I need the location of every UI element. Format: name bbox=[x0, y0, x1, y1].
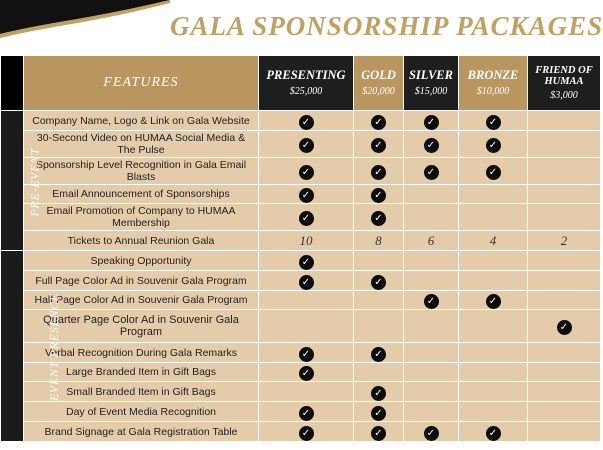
checkmark-icon: ✓ bbox=[424, 165, 439, 180]
feature-name: Company Name, Logo & Link on Gala Website bbox=[24, 111, 259, 131]
benefit-cell-bronze bbox=[459, 382, 528, 402]
benefit-cell-bronze bbox=[459, 185, 528, 204]
benefit-cell-gold bbox=[354, 204, 404, 231]
table-row bbox=[1, 422, 601, 442]
features-header: FEATURES bbox=[24, 56, 259, 111]
benefit-cell-presenting bbox=[259, 402, 354, 422]
ticket-count: 6 bbox=[427, 232, 435, 248]
checkmark-icon: ✓ bbox=[486, 294, 501, 309]
benefit-cell-friend-of-humaa bbox=[528, 422, 601, 442]
benefit-cell-friend-of-humaa bbox=[528, 131, 601, 158]
feature-name: Day of Event Media Recognition bbox=[24, 402, 259, 422]
benefit-cell-silver bbox=[404, 363, 459, 382]
table-row bbox=[1, 231, 601, 251]
feature-name: Email Promotion of Company to HUMAA Membership bbox=[24, 204, 259, 231]
checkmark-icon: ✓ bbox=[486, 165, 501, 180]
table-row bbox=[1, 111, 601, 131]
benefit-cell-bronze bbox=[459, 204, 528, 231]
benefit-cell-silver bbox=[404, 402, 459, 422]
benefit-cell-gold bbox=[354, 271, 404, 291]
table-row bbox=[1, 251, 601, 271]
checkmark-icon: ✓ bbox=[486, 426, 501, 441]
tier-name: PRESENTING bbox=[266, 68, 346, 83]
checkmark-icon: ✓ bbox=[299, 138, 314, 153]
checkmark-icon: ✓ bbox=[371, 426, 386, 441]
tier-header-presenting bbox=[259, 56, 354, 111]
tier-header-silver bbox=[404, 56, 459, 111]
benefit-cell-silver bbox=[404, 291, 459, 310]
tier-name: BRONZE bbox=[467, 68, 519, 83]
sponsorship-table bbox=[0, 55, 600, 450]
checkmark-icon: ✓ bbox=[371, 347, 386, 362]
checkmark-icon: ✓ bbox=[371, 275, 386, 290]
benefit-cell-gold bbox=[354, 363, 404, 382]
benefit-cell-presenting bbox=[259, 111, 354, 131]
benefit-cell-friend-of-humaa bbox=[528, 271, 601, 291]
benefit-cell-gold bbox=[354, 402, 404, 422]
page-title: GALA SPONSORSHIP PACKAGES bbox=[170, 11, 603, 41]
benefit-cell-friend-of-humaa bbox=[528, 382, 601, 402]
benefit-cell-presenting bbox=[259, 131, 354, 158]
table-row bbox=[1, 343, 601, 363]
benefit-cell-silver bbox=[404, 251, 459, 271]
benefit-cell-silver bbox=[404, 204, 459, 231]
feature-name: Verbal Recognition During Gala Remarks bbox=[24, 343, 259, 363]
header-corner bbox=[1, 56, 24, 111]
feature-name: Brand Signage at Gala Registration Table bbox=[24, 422, 259, 442]
checkmark-icon: ✓ bbox=[299, 275, 314, 290]
ticket-count: 8 bbox=[375, 232, 382, 248]
checkmark-icon: ✓ bbox=[299, 165, 314, 180]
benefit-cell-bronze bbox=[459, 363, 528, 382]
benefit-cell-presenting bbox=[259, 204, 354, 231]
benefit-cell-gold bbox=[354, 158, 404, 185]
decorative-swoosh bbox=[0, 0, 170, 45]
benefit-cell-silver bbox=[404, 185, 459, 204]
table-row bbox=[1, 382, 601, 402]
tier-name: SILVER bbox=[408, 68, 453, 83]
benefit-cell-friend-of-humaa bbox=[528, 251, 601, 271]
benefit-cell-friend-of-humaa bbox=[528, 402, 601, 422]
benefit-cell-gold bbox=[354, 231, 404, 251]
benefit-cell-gold bbox=[354, 185, 404, 204]
benefit-cell-silver bbox=[404, 231, 459, 251]
benefit-cell-bronze bbox=[459, 291, 528, 310]
checkmark-icon: ✓ bbox=[371, 386, 386, 401]
benefit-cell-gold bbox=[354, 310, 404, 343]
benefit-cell-presenting bbox=[259, 231, 354, 251]
benefit-cell-presenting bbox=[259, 363, 354, 382]
checkmark-icon: ✓ bbox=[371, 138, 386, 153]
checkmark-icon: ✓ bbox=[299, 366, 314, 381]
table-row bbox=[1, 271, 601, 291]
section-label-cell bbox=[1, 251, 62, 442]
benefit-cell-gold bbox=[354, 251, 404, 271]
benefit-cell-bronze bbox=[459, 231, 528, 251]
checkmark-icon: ✓ bbox=[371, 406, 386, 421]
benefit-cell-friend-of-humaa bbox=[528, 158, 601, 185]
benefit-cell-gold bbox=[354, 422, 404, 442]
benefit-cell-presenting bbox=[259, 158, 354, 185]
feature-name: Quarter Page Color Ad in Souvenir Gala Program bbox=[24, 310, 259, 343]
benefit-cell-friend-of-humaa bbox=[528, 291, 601, 310]
feature-name: Sponsorship Level Recognition in Gala Email Blasts bbox=[24, 158, 259, 185]
feature-name: Tickets to Annual Reunion Gala bbox=[24, 231, 259, 251]
benefit-cell-bronze bbox=[459, 402, 528, 422]
ticket-count: 4 bbox=[489, 232, 497, 248]
table-row bbox=[1, 310, 601, 343]
tier-price: $20,000 bbox=[362, 85, 395, 97]
section-label: PRE-EVENT bbox=[29, 146, 42, 217]
feature-name: Email Announcement of Sponsorships bbox=[24, 185, 259, 204]
benefit-cell-gold bbox=[354, 111, 404, 131]
benefit-cell-gold bbox=[354, 131, 404, 158]
checkmark-icon: ✓ bbox=[299, 255, 314, 270]
table-row bbox=[1, 204, 601, 231]
benefit-cell-bronze bbox=[459, 310, 528, 343]
benefit-cell-silver bbox=[404, 158, 459, 185]
checkmark-icon: ✓ bbox=[371, 211, 386, 226]
benefit-cell-silver bbox=[404, 131, 459, 158]
benefit-cell-bronze bbox=[459, 111, 528, 131]
checkmark-icon: ✓ bbox=[299, 188, 314, 203]
benefit-cell-presenting bbox=[259, 343, 354, 363]
benefit-cell-silver bbox=[404, 343, 459, 363]
tier-name: FRIEND OF HUMAA bbox=[535, 64, 593, 87]
benefit-cell-friend-of-humaa bbox=[528, 310, 601, 343]
tier-price: $25,000 bbox=[289, 85, 323, 97]
benefit-cell-presenting bbox=[259, 382, 354, 402]
tier-header-bronze bbox=[459, 56, 528, 111]
benefit-cell-gold bbox=[354, 343, 404, 363]
section-label-cell bbox=[1, 111, 42, 251]
checkmark-icon: ✓ bbox=[371, 188, 386, 203]
benefit-cell-presenting bbox=[259, 271, 354, 291]
benefit-cell-bronze bbox=[459, 251, 528, 271]
benefit-cell-bronze bbox=[459, 422, 528, 442]
benefit-cell-bronze bbox=[459, 131, 528, 158]
tier-price: $3,000 bbox=[550, 90, 578, 102]
checkmark-icon: ✓ bbox=[371, 165, 386, 180]
checkmark-icon: ✓ bbox=[486, 138, 501, 153]
benefit-cell-silver bbox=[404, 111, 459, 131]
ticket-count: 2 bbox=[560, 232, 568, 248]
benefit-cell-friend-of-humaa bbox=[528, 111, 601, 131]
benefit-cell-friend-of-humaa bbox=[528, 204, 601, 231]
checkmark-icon: ✓ bbox=[424, 138, 439, 153]
tier-price: $15,000 bbox=[414, 85, 448, 97]
tier-header-gold bbox=[354, 56, 404, 111]
table-row bbox=[1, 291, 601, 310]
feature-name: Small Branded Item in Gift Bags bbox=[24, 382, 259, 402]
benefit-cell-presenting bbox=[259, 291, 354, 310]
benefit-cell-bronze bbox=[459, 271, 528, 291]
checkmark-icon: ✓ bbox=[299, 406, 314, 421]
checkmark-icon: ✓ bbox=[424, 426, 439, 441]
benefit-cell-friend-of-humaa bbox=[528, 231, 601, 251]
checkmark-icon: ✓ bbox=[424, 115, 439, 130]
feature-name: Half Page Color Ad in Souvenir Gala Program bbox=[24, 291, 259, 310]
feature-name: Speaking Opportunity bbox=[24, 251, 259, 271]
benefit-cell-bronze bbox=[459, 158, 528, 185]
feature-name: 30-Second Video on HUMAA Social Media & The Pulse bbox=[24, 131, 259, 158]
tier-header-friend-of-humaa bbox=[528, 56, 601, 111]
checkmark-icon: ✓ bbox=[299, 211, 314, 226]
benefit-cell-friend-of-humaa bbox=[528, 343, 601, 363]
benefit-cell-presenting bbox=[259, 310, 354, 343]
table-row bbox=[1, 185, 601, 204]
tier-price: $10,000 bbox=[476, 85, 510, 97]
benefit-cell-gold bbox=[354, 291, 404, 310]
tier-name: GOLD bbox=[361, 68, 396, 83]
benefit-cell-friend-of-humaa bbox=[528, 185, 601, 204]
benefit-cell-bronze bbox=[459, 343, 528, 363]
ticket-count: 10 bbox=[299, 232, 313, 248]
section-label: EVENT PRESENCE bbox=[49, 292, 62, 402]
checkmark-icon: ✓ bbox=[299, 347, 314, 362]
checkmark-icon: ✓ bbox=[371, 115, 386, 130]
benefit-cell-silver bbox=[404, 422, 459, 442]
benefit-cell-silver bbox=[404, 310, 459, 343]
checkmark-icon: ✓ bbox=[299, 115, 314, 130]
table-row bbox=[1, 363, 601, 382]
table-row bbox=[1, 158, 601, 185]
table-row bbox=[1, 131, 601, 158]
table-row bbox=[1, 402, 601, 422]
benefit-cell-silver bbox=[404, 271, 459, 291]
benefit-cell-presenting bbox=[259, 422, 354, 442]
checkmark-icon: ✓ bbox=[299, 426, 314, 441]
benefit-cell-gold bbox=[354, 382, 404, 402]
checkmark-icon: ✓ bbox=[424, 294, 439, 309]
benefit-cell-friend-of-humaa bbox=[528, 363, 601, 382]
benefit-cell-presenting bbox=[259, 185, 354, 204]
checkmark-icon: ✓ bbox=[486, 115, 501, 130]
benefit-cell-presenting bbox=[259, 251, 354, 271]
feature-name: Large Branded Item in Gift Bags bbox=[24, 363, 259, 382]
checkmark-icon: ✓ bbox=[557, 320, 572, 335]
benefit-cell-silver bbox=[404, 382, 459, 402]
feature-name: Full Page Color Ad in Souvenir Gala Program bbox=[24, 271, 259, 291]
